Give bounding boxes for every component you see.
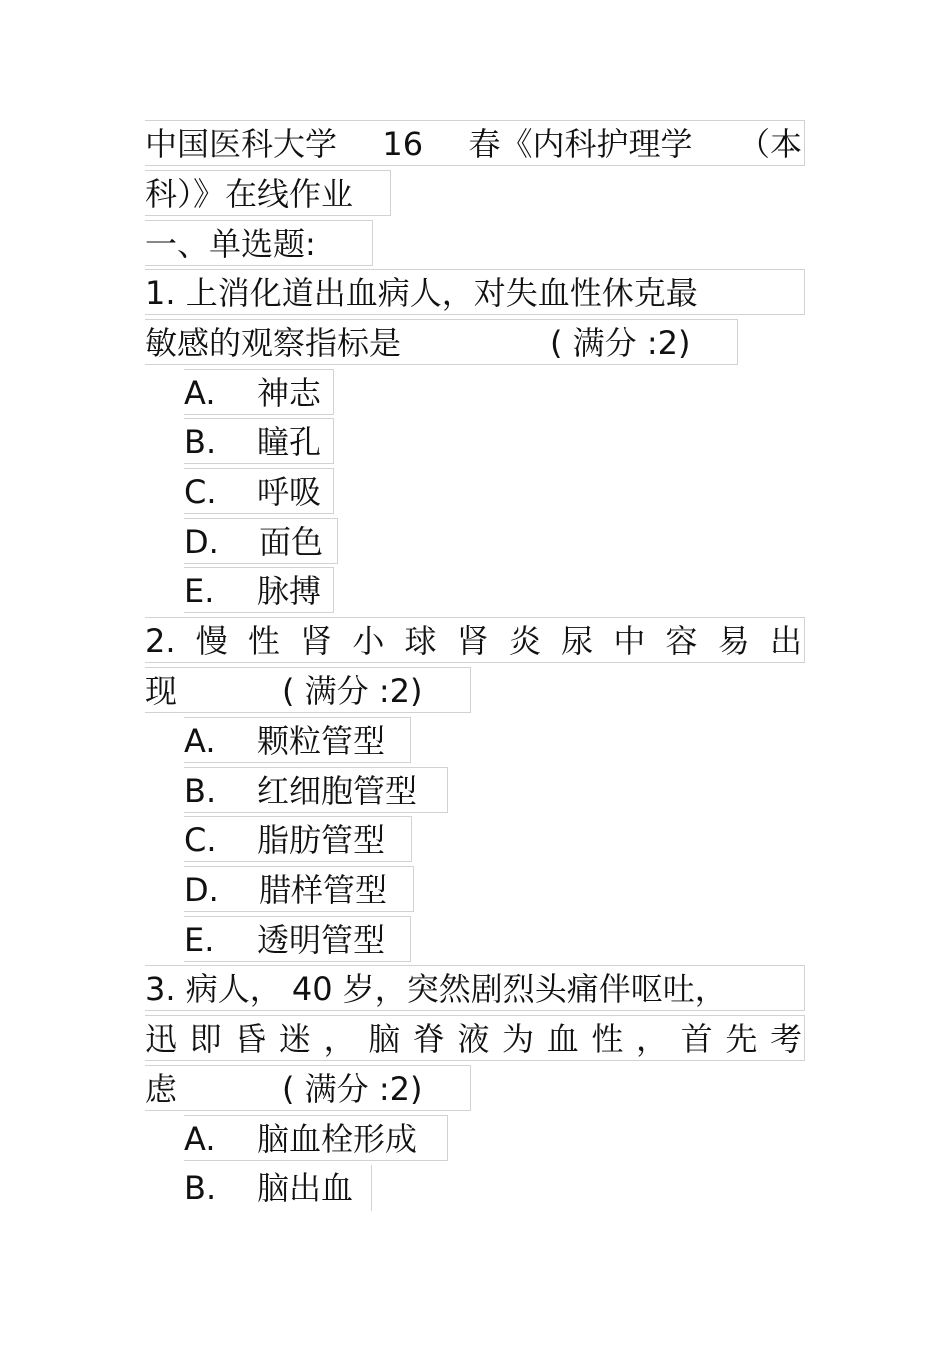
question-2-stem-line-2: 现 ( 满分 :2) <box>145 667 471 713</box>
question-1-option-d[interactable]: D. 面色 <box>184 518 338 564</box>
question-2-option-a[interactable]: A. 颗粒管型 <box>184 717 411 763</box>
question-1-stem-line-2: 敏感的观察指标是 ( 满分 :2) <box>145 319 738 365</box>
question-1-score: ( 满分 :2) <box>550 324 691 362</box>
question-1-option-e[interactable]: E. 脉搏 <box>184 567 334 613</box>
question-2-score: ( 满分 :2) <box>282 672 423 710</box>
title-line-1 <box>145 120 805 166</box>
title-bracket: （本 <box>737 125 802 163</box>
question-2-option-c[interactable]: C. 脂肪管型 <box>184 816 412 862</box>
question-2-option-d[interactable]: D. 腊样管型 <box>184 866 414 912</box>
question-3-score: ( 满分 :2) <box>282 1070 423 1108</box>
title-course: 春《内科护理学 <box>468 125 693 163</box>
question-1-option-a[interactable]: A. 神志 <box>184 369 334 415</box>
title-school: 中国医科大学 <box>145 125 338 163</box>
question-2-option-b[interactable]: B. 红细胞管型 <box>184 767 448 813</box>
question-3-option-a[interactable]: A. 脑血栓形成 <box>184 1115 448 1161</box>
question-2-stem-line-1: 2. 慢 性 肾 小 球 肾 炎 尿 中 容 易 出 <box>145 617 805 663</box>
title-line-2: 科）》在线作业 <box>145 170 391 216</box>
question-2-option-e[interactable]: E. 透明管型 <box>184 916 411 962</box>
question-1-stem-line-1: 1. 上消化道出血病人，对失血性休克最 <box>145 269 805 315</box>
question-3-stem-line-2: 迅 即 昏 迷 ， 脑 脊 液 为 血 性 ， 首 先 考 <box>145 1015 805 1061</box>
question-3-option-b[interactable]: B. 脑出血 <box>184 1165 372 1211</box>
title-year: 16 <box>382 125 424 163</box>
question-3-stem-line-1: 3. 病人， 40 岁，突然剧烈头痛伴呕吐， <box>145 965 805 1011</box>
question-1-option-b[interactable]: B. 瞳孔 <box>184 418 334 464</box>
question-3-stem-line-3: 虑 ( 满分 :2) <box>145 1065 471 1111</box>
section-heading: 一、单选题: <box>145 220 373 266</box>
question-1-option-c[interactable]: C. 呼吸 <box>184 468 334 514</box>
